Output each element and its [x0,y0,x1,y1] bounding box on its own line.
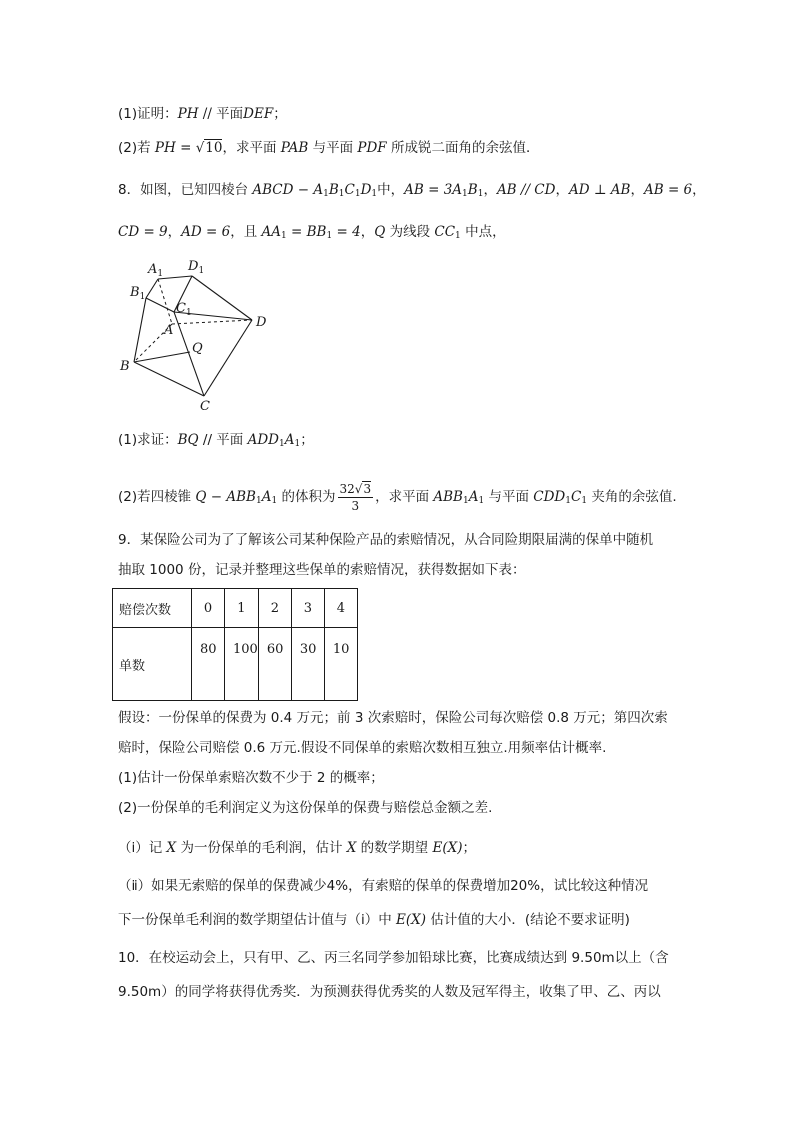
q9-part2-i: （i）记 X 为一份保单的毛利润，估计 X 的数学期望 E(X)； [118,840,476,856]
q9-statement-line2: 抽取 1000 份，记录并整理这些保单的索赔情况，获得数据如下表： [118,562,526,578]
table-cell: 100 [225,628,259,701]
table-cell: 60 [258,628,291,701]
table-col-1: 1 [225,589,259,628]
table-cell: 30 [291,628,324,701]
frustum-figure [112,256,282,416]
label-C1: $C_1$ [176,301,192,318]
table-cell: 80 [192,628,225,701]
table-col-4: 4 [324,589,357,628]
q7-part1: (1)证明：PH // 平面DEF； [118,106,287,122]
table-row [113,628,358,701]
q8-part2: (2)若四棱锥 $Q - ABB_1A_1$ 的体积为 $\frac{32√3}{3}$ ，求平面 $ABB_1A_1$ 与平面 $CDD_1C_1$ 夹角的余弦值. [118,481,677,513]
q9-assumption-line2: 赔时，保险公司赔偿 0.6 万元.假设不同保单的索赔次数相互独立.用频率估计概率. [118,740,607,756]
label-C: C [200,399,210,414]
q8-statement-line1: 8．如图，已知四棱台 ABCD − $A_1B_1C_1D_1$中，AB = $3A_1B_1$，AB // CD，AD ⊥ AB，AB = 6， [118,182,706,199]
label-A1: $A_1$ [148,262,164,279]
table-col-3: 3 [291,589,324,628]
label-D: D [256,315,267,330]
claims-table [112,588,358,701]
volume-fraction: $\frac{32√3}{3}$ [339,481,372,513]
q9-statement-line1: 9．某保险公司为了了解该公司某种保险产品的索赔情况，从合同险期限届满的保单中随机 [118,532,654,548]
table-row [113,589,358,628]
q7-part2: (2)若 PH = √10，求平面 PAB 与平面 PDF 所成锐二面角的余弦值． [118,140,540,156]
q10-statement-line2: 9.50m）的同学将获得优秀奖．为预测获得优秀奖的人数及冠军得主，收集了甲、乙、丙以 [118,984,661,1000]
table-col-2: 2 [258,589,291,628]
table-header-label: 赔偿次数 [113,589,192,628]
label-A: A [164,323,174,338]
q9-part1: (1)估计一份保单索赔次数不少于 2 的概率； [118,770,384,786]
table-col-0: 0 [192,589,225,628]
q9-part2: (2)一份保单的毛利润定义为这份保单的保费与赔偿总金额之差. [118,800,493,816]
q10-statement-line1: 10．在校运动会上，只有甲、乙、丙三名同学参加铅球比赛，比赛成绩达到 9.50m以上（含 [118,950,669,966]
q8-part1: (1)求证：BQ // 平面 $ADD_1A_1$； [118,432,314,449]
q9-part2-ii-line2: 下一份保单毛利润的数学期望估计值与（i）中 E(X) 估计值的大小．(结论不要求证明) [118,912,630,928]
table-row-label: 单数 [113,628,192,701]
label-B1: $B_1$ [130,285,146,302]
label-D1: $D_1$ [188,259,205,276]
q8-statement-line2: CD = 9，AD = 6，且 $AA_1 = BB_1 = 4$，Q 为线段 $CC_1$ 中点， [118,224,506,241]
q9-assumption-line1: 假设：一份保单的保费为 0.4 万元；前 3 次索赔时，保险公司每次赔偿 0.8 万元；第四次索 [118,710,668,726]
label-B: B [120,359,130,374]
table-cell: 10 [324,628,357,701]
label-Q: Q [192,341,203,356]
q9-part2-ii-line1: （ⅱ）如果无索赔的保单的保费减少4%，有索赔的保单的保费增加20%，试比较这种情况 [118,878,649,894]
